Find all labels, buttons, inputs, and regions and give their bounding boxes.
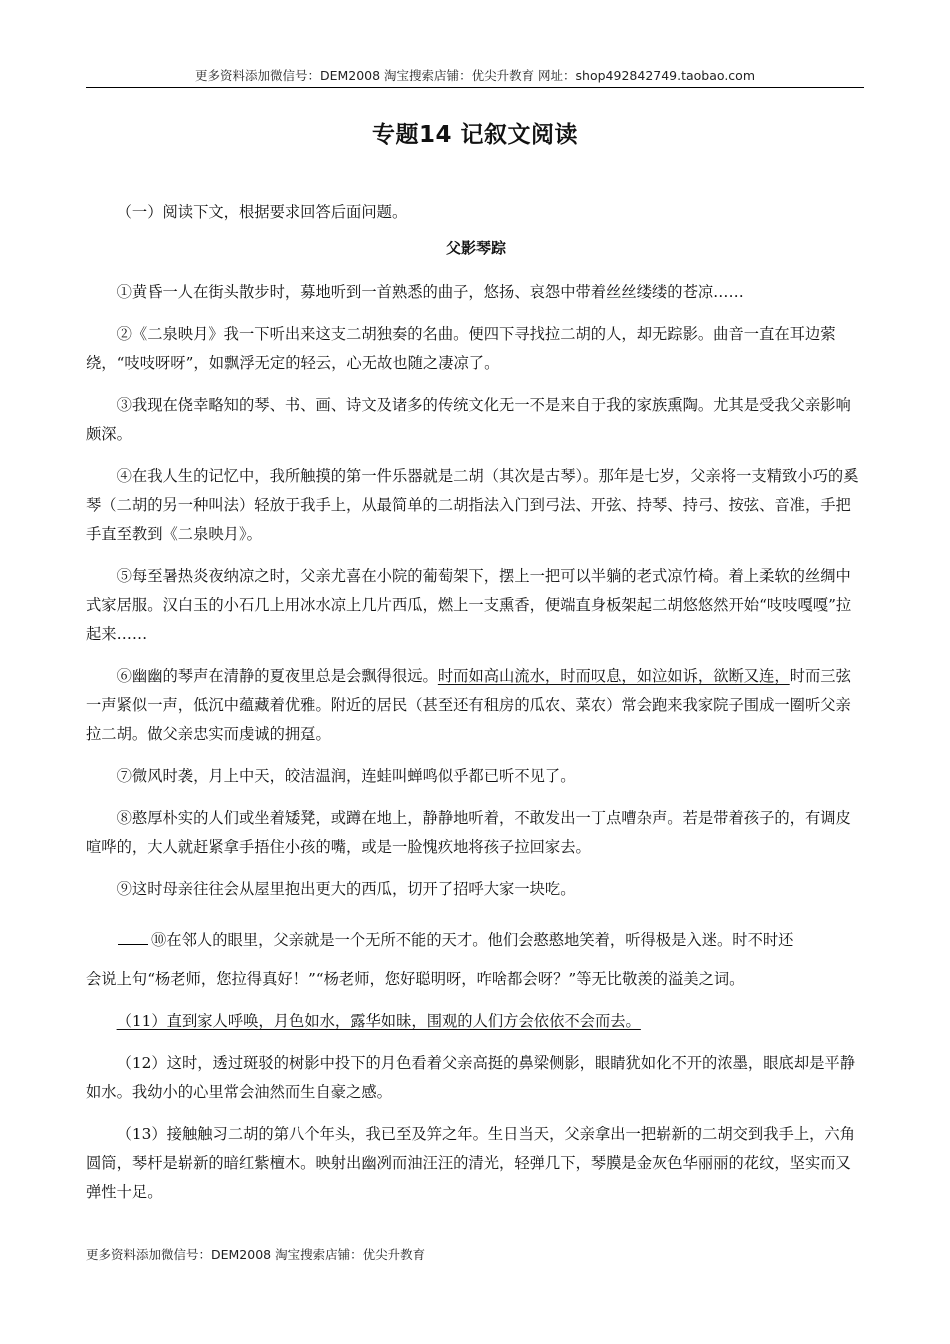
paragraph-8: ⑧憨厚朴实的人们或坐着矮凳，或蹲在地上，静静地听着，不敢发出一丁点嘈杂声。若是带着孩子的，有调皮喧哗的，大人就赶紧拿手捂住小孩的嘴，或是一脸愧疚地将孩子拉回家去。 xyxy=(86,809,851,856)
paragraph-12: （12）这时，透过斑驳的树影中投下的月色看着父亲高挺的鼻梁侧影，眼睛犹如化不开的浓墨，眼底却是平静如水。我幼小的心里常会油然而生自豪之感。 xyxy=(86,1054,856,1101)
paragraph-3: ③我现在侥幸略知的琴、书、画、诗文及诸多的传统文化无一不是来自于我的家族熏陶。尤其是受我父亲影响颇深。 xyxy=(86,396,851,443)
answer-blank xyxy=(118,930,148,945)
paragraph-10-line1: ⑩在邻人的眼里，父亲就是一个无所不能的天才。他们会憨憨地笑着，听得极是入迷。时不时还 xyxy=(151,931,794,949)
page-header: 更多资料添加微信号：DEM2008 淘宝搜索店铺：优尖升教育 网址：shop492842749.taobao.com xyxy=(194,68,756,83)
paragraph-13: （13）接触触习二胡的第八个年头，我已至及笄之年。生日当天，父亲拿出一把崭新的二胡交到我手上，六角圆筒，琴杆是崭新的暗红紫檀木。映射出幽冽而油汪汪的清光，轻弹几下，琴膜是金灰色华丽丽的花纹，坚实而又弹性十足。 xyxy=(86,1125,856,1201)
paragraph-11-underlined: （11）直到家人呼唤，月色如水，露华如昧，围观的人们方会依依不会而去。 xyxy=(116,1012,641,1030)
paragraph-2: ②《二泉映月》我一下听出来这支二胡独奏的名曲。便四下寻找拉二胡的人，却无踪影。曲音一直在耳边萦绕，“吱吱呀呀”，如飘浮无定的轻云，心无故也随之凄凉了。 xyxy=(86,325,836,372)
paragraph-4: ④在我人生的记忆中，我所触摸的第一件乐器就是二胡（其次是古琴）。那年是七岁，父亲将一支精致小巧的奚琴（二胡的另一种叫法）轻放于我手上，从最简单的二胡指法入门到弓法、开弦、持琴、持弓、按弦、音准，手把手直至教到《二泉映月》。 xyxy=(86,467,859,543)
header-divider xyxy=(86,87,864,88)
paragraph-1: ①黄昏一人在街头散步时，募地听到一首熟悉的曲子，悠扬、哀怨中带着丝丝缕缕的苍凉…… xyxy=(116,283,744,301)
paragraph-10-line2: 会说上句“杨老师，您拉得真好！”“杨老师，您好聪明呀，咋啥都会呀？”等无比敬羡的溢美之词。 xyxy=(86,970,745,988)
page-footer: 更多资料添加微信号：DEM2008 淘宝搜索店铺：优尖升教育 xyxy=(86,1247,426,1262)
paragraph-9: ⑨这时母亲往往会从屋里抱出更大的西瓜，切开了招呼大家一块吃。 xyxy=(116,880,576,898)
article-title: 父影琴踪 xyxy=(445,239,506,257)
page-title: 专题14 记叙文阅读 xyxy=(371,122,578,148)
paragraph-7: ⑦微风时袭，月上中天，皎洁温润，连蛙叫蝉鸣似乎都已听不见了。 xyxy=(116,767,576,785)
paragraph-6-underlined: 时而如高山流水，时而叹息，如泣如诉，欲断又连， xyxy=(437,667,790,685)
paragraph-10 xyxy=(86,926,866,994)
paragraph-11 xyxy=(86,1007,866,1036)
paragraph-5: ⑤每至暑热炎夜纳凉之时，父亲尤喜在小院的葡萄架下，摆上一把可以半躺的老式凉竹椅。着上柔软的丝绸中式家居服。汉白玉的小石几上用冰水凉上几片西瓜，燃上一支熏香，便端直身板架起二胡悠悠然开始“吱吱嘎嘎”拉起来…… xyxy=(86,567,852,643)
paragraph-6-start: ⑥幽幽的琴声在清静的夏夜里总是会飘得很远。 xyxy=(116,667,438,685)
paragraph-6-end: 时而三弦一声紧似一声，低沉中蕴藏着优雅。附近的居民（甚至还有租房的瓜农、菜农）常会跑来我家院子围成一圈听父亲拉二胡。做父亲忠实而虔诚的拥趸。 xyxy=(86,667,851,743)
reading-intro: （一）阅读下文，根据要求回答后面问题。 xyxy=(116,203,408,221)
paragraph-6 xyxy=(86,662,866,749)
document-body xyxy=(86,198,866,1207)
